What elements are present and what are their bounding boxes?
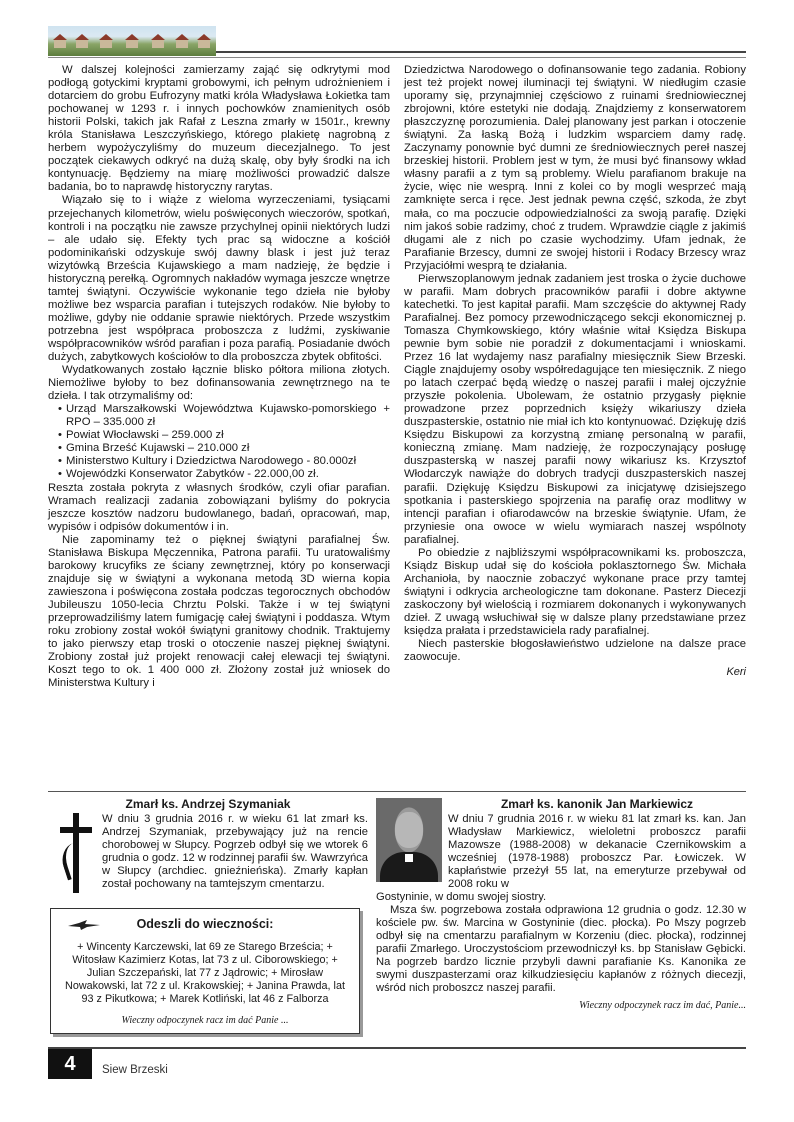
article-paragraph: W dalszej kolejności zamierzamy zająć się odkrytymi mod podłogą gotyckimi kryptami grobowymi, ich pełnym udrożnieniem i dotarciem do grobu Eufrozyny matki króla Władysława Łokietka tam pochowanej w 1293 r. i innych pochowków znamienitych osób historii Polski, takich jak Rafał z Leszna zmarły w 1501r., krewny króla Stanisława Leszczyńskiego, którego plakietę nagrobną z herbem wypożyczyliśmy do muzeum diecezjalnego. To jest początek ciekawych odkryć na dużą skalę, oby były środki na ich kontynuację. Będziemy na miarę możliwości prowadzić dalsze badania, bo to naprawdę historyczny rarytas. — [48, 64, 390, 194]
cross-icon — [56, 813, 96, 893]
funding-list — [48, 403, 390, 481]
article-paragraph: Wiązało się to i wiąże z wieloma wyrzeczeniami, tysiącami przejechanych kilometrów, wielu poświęconych wieczorów, spotkań, kontroli i na początku nie zawsze przychylnej opinii niektórych ludzi – ale udało się. Efekty tych prac są widoczne a kościół podominikański odzyskuje swój dawny blask i jest już teraz wizytówką Brześcia Kujawskiego a mam nadzieję, że będzie i historyczną perełką. Ogromnych nakładów wymaga jeszcze wnętrze tamtej świątyni. Oczywiście wykonanie tego dzieła nie byłoby możliwe bez wsparcia parafian i tutejszych rodaków. Nie byłoby to możliwe, gdyby nie oddanie sprawie niektórych. Przede wszystkim potrzebna jest współpraca proboszcza z ludźmi, zyskiwanie współpracowników wśród parafian i poza parafią. Posiadanie dwóch dużych, zabytkowych kościołów to dla proboszcza zbytek obfitości. — [48, 194, 390, 364]
article-paragraph: Pierwszoplanowym jednak zadaniem jest troska o życie duchowe w parafii. Mam dobrych pracowników parafii i dobre aktywne katechetki. To jest kapitał parafii. Mam szczęście do aktywnej Rady Parafialnej. Bez pomocy przewodniczącego sekcji ekonomicznej p. Tomasza Chymkowskiego, który właśnie witał Księdza Biskupa pewnie bym sobie nie poradził z dokumentacjami i wnioskami. Przez 16 lat wydajemy nasz parafialny miesięcznik Siew Brzeski. Ciągle znajdujemy osoby współredagujące ten miesięcznik. Z niego po latach czerpać będą wiedzę o naszej parafii i małej ojczyźnie przyszłe pokolenia. Ubolewam, że ostatnio przygasły pięknie prowadzone przez poprzednich księży wikariuszy dzieła duszpasterskie, ostatnio nie miał ich kto kontynuować. Dziękuję dziś Księdzu Biskupowi za korzystną zmianę personalną w parafii, konieczną zmianę. Mam nadzieję, że rozpoczynający posługę duszpasterską w naszej parafii nowy wikariusz ks. Krzysztof Włodarczyk nawiąże do dobrych tradycji duszpasterskich naszej parafii. Dziękuję Księdzu Biskupowi za inicjatywę dzisiejszego spotkania i pasterskiego spojrzenia na parafię oraz modlitwy w intencji parafian i ofiarodawców na brzeskie świątynie. Ufam, że przyniesie ona owoce w wielu wymiarach naszej wspólnoty parafialnej. — [404, 272, 746, 546]
author-signature: Keri — [726, 666, 746, 679]
publication-title: Siew Brzeski — [102, 1064, 168, 1076]
funding-item: • Wojewódzki Konserwator Zabytków - 22.000,00 zł. — [58, 468, 390, 481]
deceased-list: + Wincenty Karczewski, lat 69 ze Starego Brześcia; + Witosław Kazimierz Kotas, lat 73 z ul. Ciborowskiego; + Julian Szczepański, lat 77 z Jądrowic; + Mirosław Nowakowski, lat 72 z ul. Krakowskiej; + Janina Prawda, lat 93 z Pikutkowa; + Marek Kotliński, lat 46 z Falborza — [65, 941, 345, 1005]
obituary-szymaniak — [48, 798, 368, 895]
page-number: 4 — [48, 1049, 92, 1079]
funding-item: • Powiat Włocławski – 259.000 zł — [58, 429, 390, 442]
article-paragraph: Po obiedzie z najbliższymi współpracownikami ks. proboszcza, Ksiądz Biskup udał się do kościoła poklasztornego Św. Michała Archanioła, by naocznie zobaczyć wykonane prace przy tamtej świątyni i odkrycia archeologiczne tam dokonane. Pasterz Diecezji zaskoczony był wielością i rozmiarem dokonanych i wykonywanych dzieł. Z uwagą wsłuchiwał się w dalsze plany przedstawiane przez księdza prałata i przedstawiciela rady parafialnej. — [404, 546, 746, 638]
eternity-box-title: Odeszli do wieczności: — [136, 917, 274, 931]
footer-rule — [48, 1047, 746, 1049]
obituary-text: Gostyninie, w domu swojej siostry. — [376, 891, 547, 903]
article-column-right — [404, 64, 746, 679]
article-column-left — [48, 64, 390, 690]
obituary-text: Msza św. pogrzebowa została odprawiona 12 grudnia o godz. 12.30 w kościele pw. św. Marcina w Gostyninie (diec. płocka). Po Mszy pogrzeb odbył się na cmentarzu parafialnym w Korzeniu (diec. płocka), rodzinnej parafii Zmarłego. Uroczystościom przewodniczył ks. bp Stanisław Gębicki. Na pogrzeb bardzo licznie przybyli dawni parafianie Ks. Kanonika ze swymi duszpasterzami oraz kilkudziesięciu kapłanów z różnych diecezji, wśród nich proboszcz naszej parafii. — [376, 904, 746, 994]
obituary-text: W dniu 7 grudnia 2016 r. w wieku 81 lat zmarł ks. kan. Jan Władysław Markiewicz, wieloletni proboszcz parafii Mazowsze (1988-2008) w dekanacie Czernikowskim a wcześniej (1978-1988) proboszcz Par. Łowiczek. W kapłaństwie przeżył 55 lat, na emeryturze przebywał od 2008 roku w — [448, 813, 746, 890]
header-town-photo — [48, 26, 216, 56]
obituary-markiewicz — [376, 798, 746, 1012]
dove-icon — [67, 919, 101, 931]
funding-item: • Ministerstwo Kultury i Dziedzictwa Narodowego - 80.000zł — [58, 455, 390, 468]
article-paragraph: Dziedzictwa Narodowego o dofinansowanie tego zadania. Robiony jest też projekt nowej iluminacji tej świątyni. W niedługim czasie uporamy się, przynajmniej częściowo z ruinami średniowiecznej zbrojowni, które estetyki nie dodają. Znajdziemy z konserwatorem płaszczyznę porozumienia. Dalej planowany jest parkan i otoczenie świątyni. Za łaską Bożą i ludzkim wsparciem damy radę. Zaczynamy ponownie być dumni ze średniowiecznych pereł naszej brzeskiej historii. Problem jest w tym, że musi być finansowy wkład własny parafii a z tym są problemy. Wielu parafianom brakuje na życie, więc nie wesprą. Inni z kolei co by mogli wesprzeć mają zamknięte serca i ręce. Jest jednak pewna część, szkoda, że zbyt mała, co ma poczucie odpowiedzialności za swoją parafię. Dzięki nim jakoś sobie radzimy, choć z trudem. Wprawdzie ciągle z jakimiś długami ale z nich po czasie wychodzimy. Ufam jednak, że Parafianie Brzescy, dumni ze swojej historii i Rodacy Brzescy wraz Przyjaciółmi wesprą te działania. — [404, 64, 746, 272]
prayer-line: Wieczny odpoczynek racz im dać Panie ... — [121, 1015, 289, 1026]
header-rule — [216, 51, 746, 53]
obituary-title: Zmarł ks. Andrzej Szymaniak — [125, 797, 291, 811]
prayer-line: Wieczny odpoczynek racz im dać, Panie... — [579, 1000, 746, 1011]
article-paragraph: Reszta została pokryta z własnych środków, czyli ofiar parafian. Wramach realizacji zadania zobowiązani byliśmy do pokrycia jeszcze kosztów nadzoru budowlanego, badań, opracowań, map, wypisów i odpisów dokumentów i in. — [48, 481, 390, 533]
article-paragraph: Niech pasterskie błogosławieństwo udzielone na dalsze prace zaowocuje. — [404, 638, 746, 664]
priest-portrait-photo — [376, 798, 442, 882]
header-rule-thin — [48, 57, 746, 58]
article-paragraph: Wydatkowanych zostało łącznie blisko półtora miliona złotych. Niemożliwe byłoby to bez dofinansowania zewnętrznego na te dzieła. I tak otrzymaliśmy od: — [48, 364, 390, 403]
article-paragraph: Nie zapominamy też o pięknej świątyni parafialnej Św. Stanisława Biskupa Męczennika, Patrona parafii. Tu uratowaliśmy barokowy krucyfiks ze ściany zewnętrznej, który po konserwacji znajduje się w świątyni a wykonana metodą 3D wierna kopia zawieszona i poświęcona została podczas tegorocznych obchodów Jubileuszu 1050-lecia Chrztu Polski. Także i w tej świątyni przeprowadziliśmy latem fumigację całej świątyni i poddasza. Wtym roku zrobiony został wokół świątyni granitowy chodnik. Traktujemy to jako pierwszy etap troski o otoczenie naszej pięknej świątyni. Zrobiony został już projekt renowacji całej elewacji tej świątyni. Koszt tego to ok. 1 400 000 zł. Złożony został już wniosek do Ministerstwa Kultury i — [48, 533, 390, 690]
funding-item: • Gmina Brześć Kujawski – 210.000 zł — [58, 442, 390, 455]
obituary-text: W dniu 3 grudnia 2016 r. w wieku 61 lat zmarł ks. Andrzej Szymaniak, przebywający już na rencie chorobowej w Słupcy. Pogrzeb odbył się we wtorek 6 grudnia o godz. 12 w rodzinnej parafii św. Wawrzyńca w Słupcy (archdiec. gnieźnieńska). Zmarły kapłan został pochowany na tamtejszym cmentarzu. — [102, 813, 368, 890]
obituary-title: Zmarł ks. kanonik Jan Markiewicz — [500, 797, 694, 811]
eternity-box — [50, 908, 360, 1034]
section-divider — [48, 791, 746, 792]
funding-item: • Urząd Marszałkowski Województwa Kujawsko-pomorskiego + RPO – 335.000 zł — [58, 403, 390, 429]
